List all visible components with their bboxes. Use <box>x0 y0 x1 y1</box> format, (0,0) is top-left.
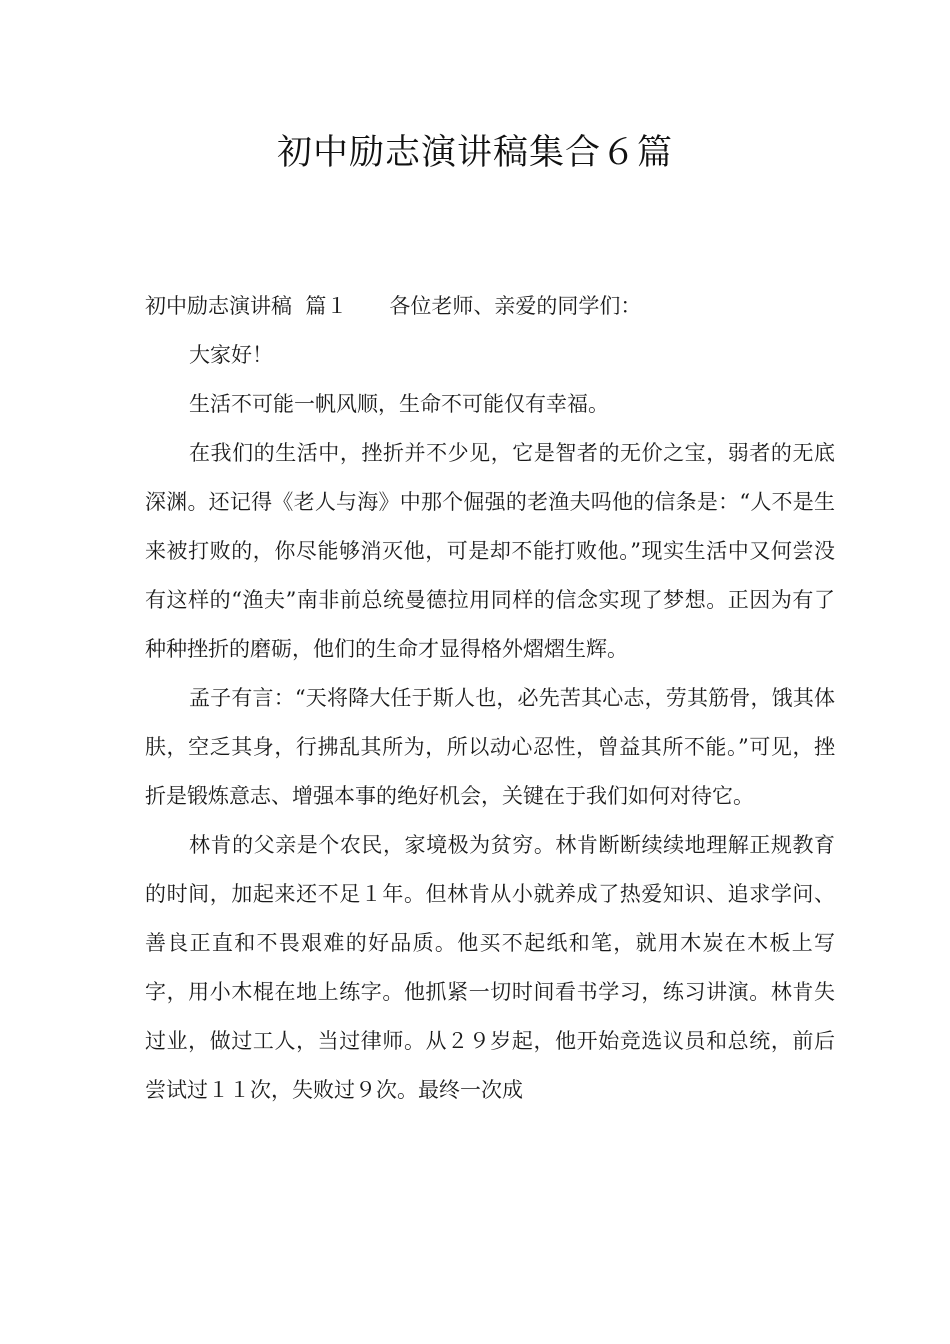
salutation: 各位老师、亲爱的同学们： <box>389 294 642 318</box>
paragraph-old-man-and-sea: 在我们的生活中，挫折并不少见，它是智者的无价之宝，弱者的无底深渊。还记得《老人与海》中那个倔强的老渔夫吗他的信条是：“人不是生来被打败的，你尽能够消灭他，可是却不能打败他。”现实生活中又何尝没有这样的“渔夫”南非前总统曼德拉用同样的信念实现了梦想。正因为有了种种挫折的磨砺，他们的生命才显得格外熠熠生辉。 <box>145 441 835 661</box>
paragraph-greeting: 大家好！ <box>189 343 273 367</box>
document-title: 初中励志演讲稿集合６篇 <box>276 133 673 173</box>
paragraph-intro: 生活不可能一帆风顺，生命不可能仅有幸福。 <box>189 392 609 416</box>
section-heading: 初中励志演讲稿 篇１ <box>145 294 348 318</box>
section-heading-line <box>145 282 835 331</box>
document-body <box>145 282 835 1115</box>
paragraph-mencius: 孟子有言：“天将降大任于斯人也，必先苦其心志，劳其筋骨，饿其体肤，空乏其身，行拂乱其所为，所以动心忍性，曾益其所不能。”可见，挫折是锻炼意志、增强本事的绝好机会，关键在于我们如何对待它。 <box>145 686 835 808</box>
paragraph-lincoln: 林肯的父亲是个农民，家境极为贫穷。林肯断断续续地理解正规教育的时间，加起来还不足１年。但林肯从小就养成了热爱知识、追求学问、善良正直和不畏艰难的好品质。他买不起纸和笔，就用木炭在木板上写字，用小木棍在地上练字。他抓紧一切时间看书学习，练习讲演。林肯失过业，做过工人，当过律师。从２９岁起，他开始竞选议员和总统，前后尝试过１１次，失败过９次。最终一次成 <box>145 833 835 1102</box>
